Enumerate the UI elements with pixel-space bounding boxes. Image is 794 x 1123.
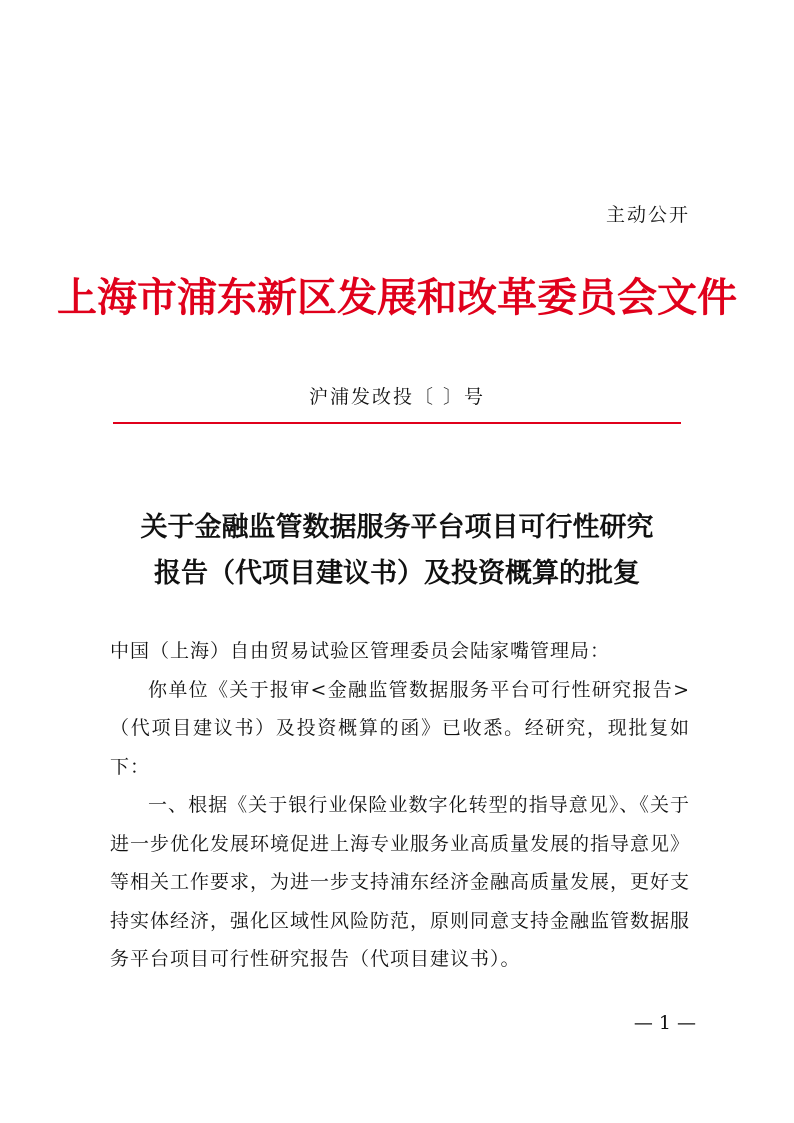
document-title-line-2: 报告（代项目建议书）及投资概算的批复 (154, 558, 640, 589)
disclosure-label: 主动公开 (605, 204, 690, 226)
document-title (100, 505, 694, 597)
issuing-authority-title: 上海市浦东新区发展和改革委员会文件 (57, 274, 737, 321)
document-title-line-1: 关于金融监管数据服务平台项目可行性研究 (140, 512, 654, 543)
red-separator-line (113, 422, 681, 424)
body-paragraph-1: 你单位《关于报审<金融监管数据服务平台可行性研究报告>（代项目建议书）及投资概算的函》已收悉。经研究，现批复如下： (110, 678, 690, 778)
body-paragraph-2: 一、根据《关于银行业保险业数字化转型的指导意见》、《关于进一步优化发展环境促进上海专业服务业高质量发展的指导意见》等相关工作要求，为进一步支持浦东经济金融高质量发展，更好支持实体经济，强化区域性风险防范，原则同意支持金融监管数据服务平台项目可行性研究报告（代项目建议书）。 (110, 794, 691, 970)
document-body (110, 632, 690, 979)
page-number: — 1 — (633, 1012, 696, 1034)
document-number: 沪浦发改投〔 〕号 (308, 386, 486, 408)
addressee: 中国（上海）自由贸易试验区管理委员会陆家嘴管理局： (110, 640, 611, 662)
